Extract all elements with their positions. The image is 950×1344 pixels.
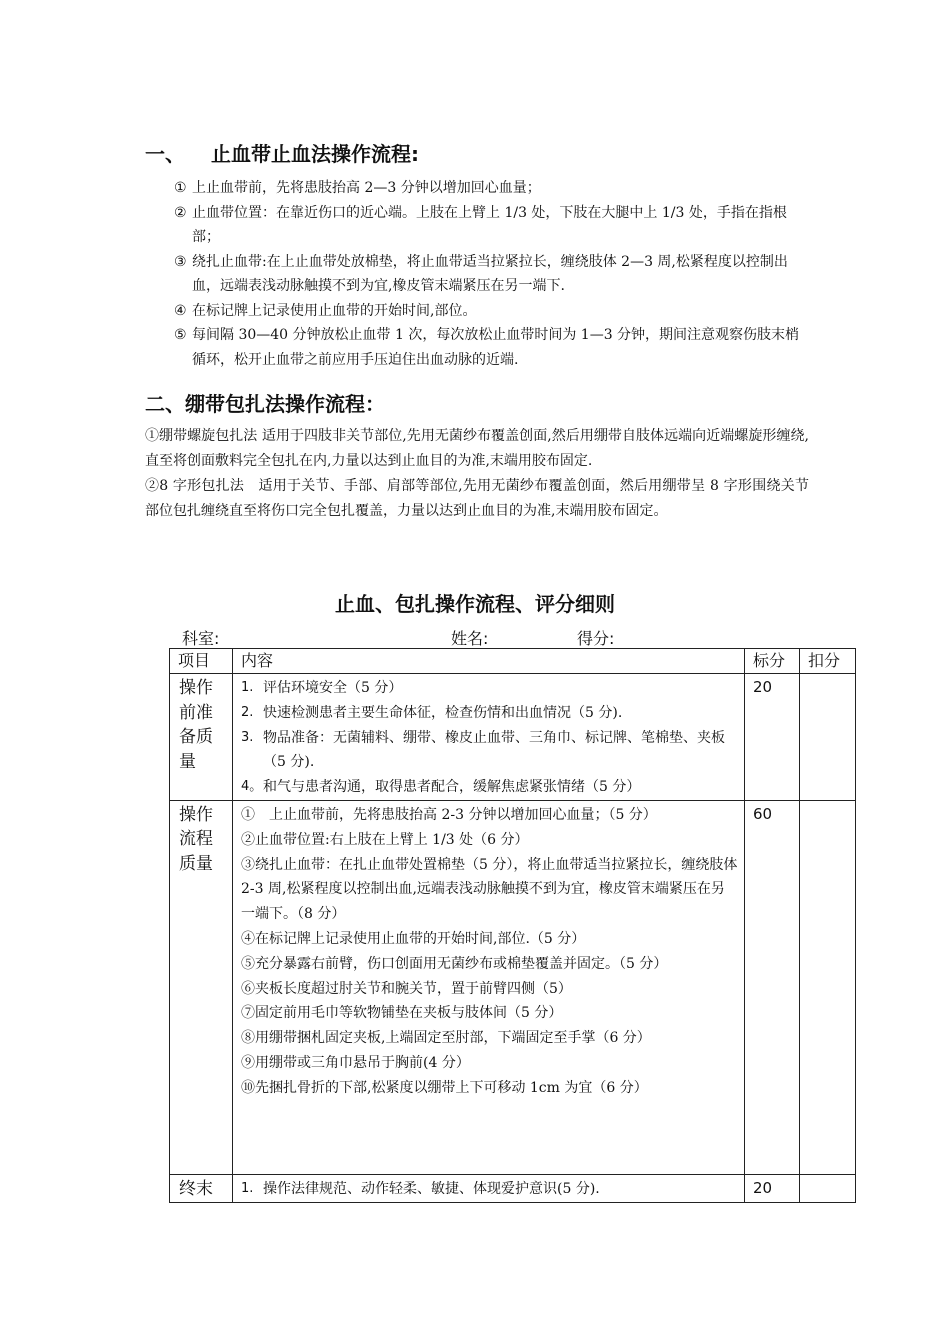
item-marker: 1. xyxy=(241,1180,254,1196)
item-marker: 3. xyxy=(241,729,254,745)
row-score: 20 xyxy=(745,674,800,801)
row-score: 20 xyxy=(745,1174,800,1202)
item-text: 在标记牌上记录使用止血带的开始时间,部位。 xyxy=(192,302,477,319)
header-deduct: 扣分 xyxy=(800,649,856,674)
item-text: 操作法律规范、动作轻柔、敏捷、体现爱护意识(5 分). xyxy=(263,1180,600,1197)
score-label: 得分: xyxy=(577,629,615,648)
item-text: 上止血带前，先将患肢抬高 2—3 分钟以增加回心血量； xyxy=(192,180,541,196)
item-text: 每间隔 30—40 分钟放松止血带 1 次，每次放松止血带时间为 1—3 分钟，期间注意观察伤肢末梢循环，松开止血带之前应用手压迫住出血动脉的近端. xyxy=(192,327,800,368)
paragraph: ②8 字形包扎法 适用于关节、手部、肩部等部位,先用无菌纱布覆盖创面，然后用绷带呈 8 字形围绕关节部位包扎缠绕直至将伤口完全包扎覆盖，力量以达到止血目的为准,末端用胶布固定。 xyxy=(145,478,809,519)
list-item xyxy=(170,323,810,372)
content-item: ⑦固定前用毛巾等软物铺垫在夹板与肢体间（5 分） xyxy=(241,1005,563,1022)
row-content xyxy=(233,674,745,801)
list-item xyxy=(170,299,810,324)
item-marker: ② xyxy=(174,204,187,221)
content-item: ⑨用绷带或三角巾悬吊于胸前(4 分） xyxy=(241,1054,470,1071)
section2-heading: 二、绷带包扎法操作流程： xyxy=(145,392,385,416)
content-item xyxy=(241,676,738,701)
table-row xyxy=(170,674,856,801)
item-marker: 2. xyxy=(241,704,254,720)
list-item xyxy=(170,250,810,299)
item-marker: ③ xyxy=(174,253,187,270)
project-label: 操作前准备质量 xyxy=(179,678,213,772)
content-item xyxy=(241,775,738,800)
item-text: 和气与患者沟通，取得患者配合，缓解焦虑紧张情绪（5 分） xyxy=(263,779,641,796)
table-header-row xyxy=(170,649,856,674)
row-deduct xyxy=(800,674,856,801)
content-item: ④在标记牌上记录使用止血带的开始时间,部位.（5 分） xyxy=(241,930,586,947)
scoring-table xyxy=(169,648,856,1203)
content-item: ⑤充分暴露右前臂，伤口创面用无菌纱布或棉垫覆盖并固定。（5 分） xyxy=(241,955,668,972)
form-title: 止血、包扎操作流程、评分细则 xyxy=(335,592,615,616)
content-item xyxy=(241,726,738,776)
dept-label: 科室: xyxy=(182,629,220,648)
section2-body xyxy=(145,424,809,524)
item-text: 物品准备：无菌辅料、绷带、橡皮止血带、三角巾、标记牌、笔棉垫、夹板（5 分). xyxy=(263,729,725,771)
list-item xyxy=(170,201,810,250)
row-deduct xyxy=(800,800,856,1174)
content-item: ⑧用绷带捆札固定夹板,上端固定至肘部，下端固定至手掌（6 分） xyxy=(241,1030,651,1047)
content-item: ① 上止血带前，先将患肢抬高 2-3 分钟以增加回心血量；（5 分） xyxy=(241,806,657,823)
table-row xyxy=(170,1174,856,1202)
header-project: 项目 xyxy=(170,649,233,674)
row-score: 60 xyxy=(745,800,800,1174)
item-marker: 1. xyxy=(241,680,254,695)
item-text: 绕扎止血带:在上止血带处放棉垫，将止血带适当拉紧拉长，缠绕肢体 2—3 周,松紧程度以控制出血，远端表浅动脉触摸不到为宜,橡皮管末端紧压在另一端下. xyxy=(192,253,788,294)
header-content: 内容 xyxy=(233,649,745,674)
section1-number: 一、 xyxy=(145,142,185,166)
item-text: 止血带位置：在靠近伤口的近心端。上肢在上臂上 1/3 处，下肢在大腿中上 1/3 处，手指在指根部； xyxy=(192,204,787,245)
section1-title: 止血带止血法操作流程: xyxy=(211,142,419,166)
item-text: 评估环境安全（5 分） xyxy=(263,680,403,696)
item-marker: 4。 xyxy=(241,779,263,795)
header-standard: 标分 xyxy=(745,649,800,674)
item-text: 快速检测患者主要生命体征，检查伤情和出血情况（5 分). xyxy=(263,704,623,721)
list-item xyxy=(170,176,810,201)
row-content xyxy=(233,1174,745,1202)
table-row xyxy=(170,800,856,1174)
section1-list xyxy=(170,176,810,372)
content-item xyxy=(241,701,738,726)
row-project xyxy=(170,674,233,801)
project-label: 终末 xyxy=(179,1178,213,1199)
row-content xyxy=(233,800,745,1174)
content-item xyxy=(241,1177,738,1202)
item-marker: ① xyxy=(174,180,187,196)
section1-heading xyxy=(145,138,419,167)
content-item: ②止血带位置:右上肢在上臂上 1/3 处（6 分） xyxy=(241,831,529,848)
content-item: ⑥夹板长度超过肘关节和腕关节，置于前臂四侧（5） xyxy=(241,980,572,997)
row-deduct xyxy=(800,1174,856,1202)
content-item: ⑩先捆扎骨折的下部,松紧度以绷带上下可移动 1cm 为宜（6 分） xyxy=(241,1079,648,1096)
name-label: 姓名: xyxy=(451,629,489,648)
item-marker: ④ xyxy=(174,302,187,319)
project-label: 操作流程质量 xyxy=(179,804,213,874)
paragraph: ①绷带螺旋包扎法 适用于四肢非关节部位,先用无菌纱布覆盖创面,然后用绷带自肢体远端向近端螺旋形缠绕,直至将创面敷料完全包扎在内,力量以达到止血目的为准,末端用胶布固定. xyxy=(145,428,809,469)
row-project xyxy=(170,1174,233,1202)
row-project xyxy=(170,800,233,1174)
item-marker: ⑤ xyxy=(174,327,187,343)
content-item: ③绕扎止血带：在扎止血带处置棉垫（5 分），将止血带适当拉紧拉长，缠绕肢体 2-3 周,松紧程度以控制出血,远端表浅动脉触摸不到为宜，橡皮管末端紧压在另一端下。（8 分） xyxy=(241,856,738,923)
